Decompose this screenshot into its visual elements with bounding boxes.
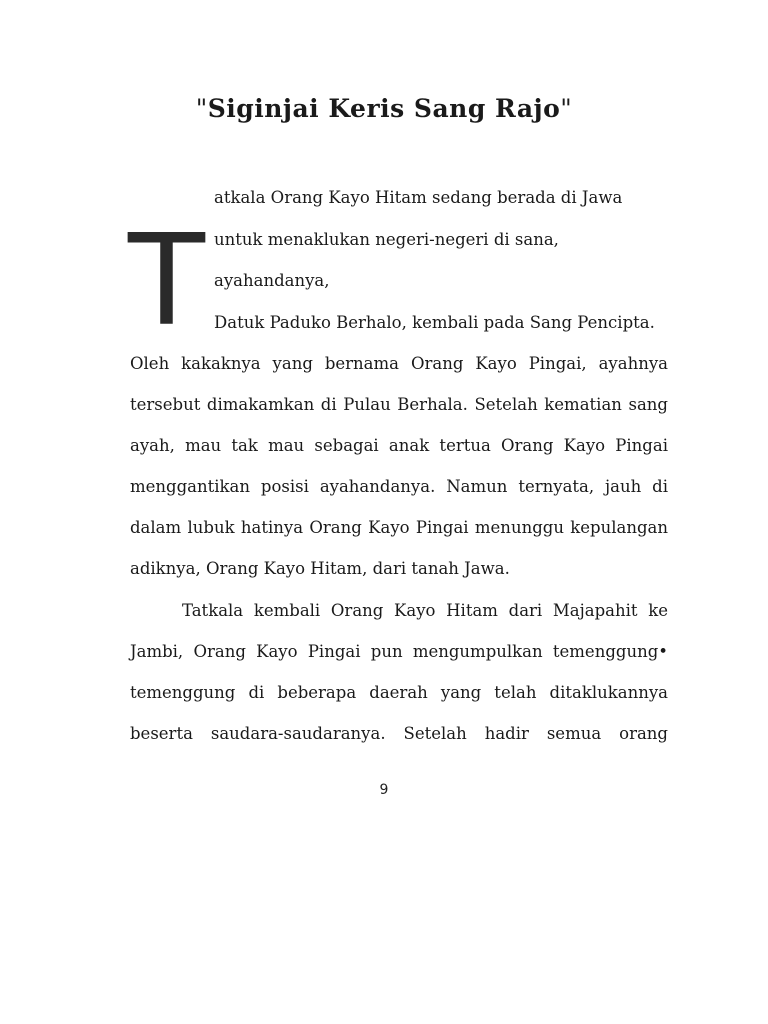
text-line-13: temenggung di beberapa daerah yang telah ditaklukannya [130, 683, 668, 702]
text-line-14: beserta saudara-saudaranya. Setelah hadir semua orang [130, 724, 668, 743]
text-line-5: Oleh kakaknya yang bernama Orang Kayo Pingai, ayahnya [130, 354, 668, 373]
title-text: Siginjai Keris Sang Rajo [207, 94, 561, 123]
page-title [0, 94, 768, 123]
text-line-8: menggantikan posisi ayahandanya. Namun ternyata, jauh di [130, 477, 668, 496]
title-open-quote: " [195, 94, 208, 123]
text-line-11: Tatkala kembali Orang Kayo Hitam dari Majapahit ke [182, 601, 668, 620]
title-close-quote: " [560, 94, 573, 123]
text-line-4: Datuk Paduko Berhalo, kembali pada Sang Pencipta. [214, 313, 655, 332]
page-number: 9 [379, 782, 389, 798]
drop-cap: T [128, 207, 205, 354]
text-line-12: Jambi, Orang Kayo Pingai pun mengumpulkan temenggung• [130, 642, 668, 661]
text-line-6: tersebut dimakamkan di Pulau Berhala. Setelah kematian sang [130, 395, 668, 414]
text-line-3: ayahandanya, [214, 271, 330, 290]
text-line-10: adiknya, Orang Kayo Hitam, dari tanah Jawa. [130, 559, 510, 578]
text-line-2: untuk menaklukan negeri-negeri di sana, [214, 230, 559, 249]
text-line-7: ayah, mau tak mau sebagai anak tertua Orang Kayo Pingai [130, 436, 668, 455]
text-line-1: atkala Orang Kayo Hitam sedang berada di Jawa [214, 188, 623, 207]
text-line-9: dalam lubuk hatinya Orang Kayo Pingai menunggu kepulangan [130, 518, 668, 537]
